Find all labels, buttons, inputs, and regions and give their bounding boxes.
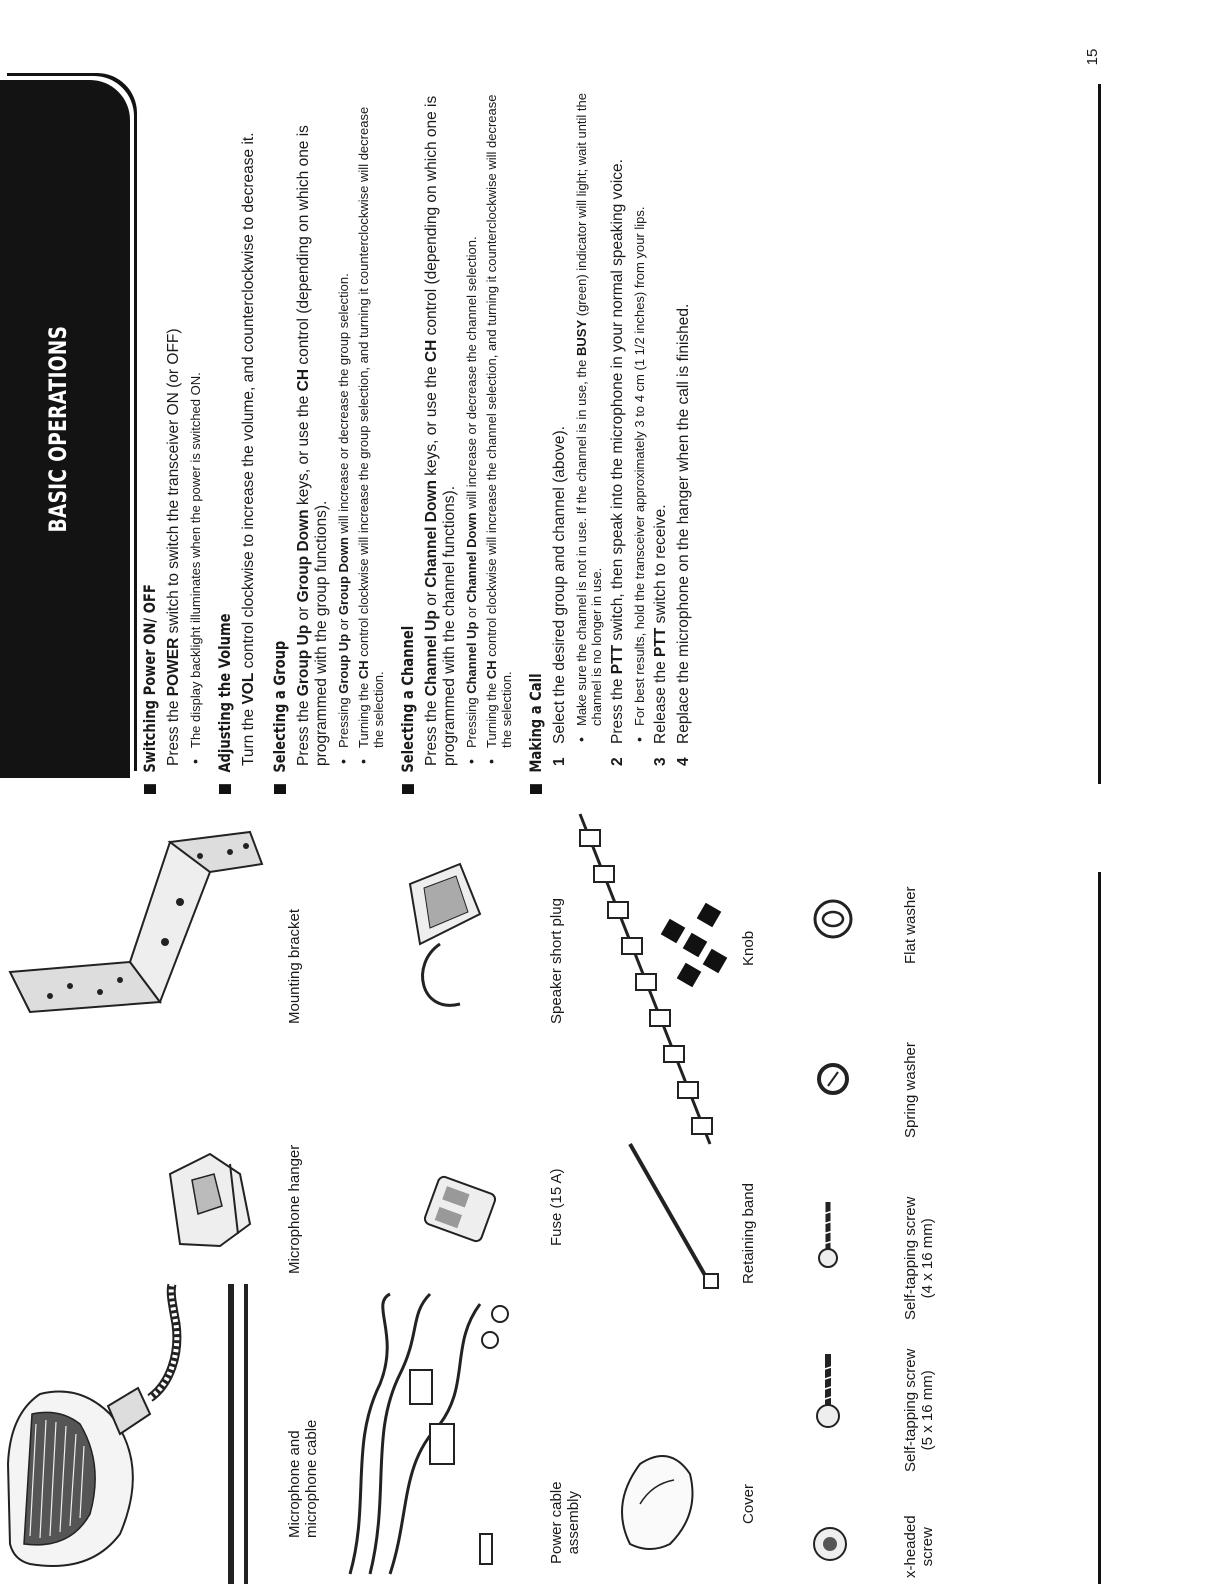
- section-volume: [215, 88, 258, 794]
- retaining-band-illustration: [620, 1134, 730, 1294]
- knob-illustration: [560, 794, 730, 1154]
- page-number: 15: [1084, 48, 1101, 66]
- section-title: BASIC OPERATIONS: [44, 325, 72, 533]
- channel-instruction: Press the Channel Up or Channel Down keys, or use the CH control (depending on which one is programmed with the channel functions).: [423, 95, 458, 766]
- fuse-illustration: [400, 1144, 520, 1254]
- heading-power: Switching Power ON/ OFF: [140, 215, 159, 794]
- heading-bullet-square: [144, 784, 156, 794]
- section-power: [140, 88, 203, 794]
- group-note-control: • Turning the CH control clockwise will increase the group selection, and turning it counterclockwise will decrease the selection.: [356, 88, 386, 766]
- section-group: [270, 88, 386, 794]
- microphone-hanger-illustration: [150, 1124, 280, 1264]
- call-step-4: 4 Replace the microphone on the hanger when the call is finished.: [675, 303, 692, 766]
- flat-washer-illustration: [806, 892, 860, 946]
- cover-illustration: [600, 1434, 710, 1564]
- operations-content: [140, 88, 705, 794]
- heading-volume: Adjusting the Volume: [215, 215, 234, 794]
- heading-bullet-square: [219, 784, 231, 794]
- part-label-power-cable: Power cable assembly: [548, 1481, 582, 1564]
- part-label-screw-5x16: Self-tapping screw (5 x 16 mm): [902, 1348, 936, 1472]
- heading-bullet-square: [274, 784, 286, 794]
- part-label-bracket: Mounting bracket: [286, 908, 303, 1024]
- self-tapping-screw-5x16-illustration: [798, 1344, 858, 1434]
- hex-screw-illustration: [800, 1514, 860, 1574]
- mounting-bracket-illustration: [0, 822, 270, 1032]
- section-channel: [398, 88, 514, 794]
- power-instruction: Press the POWER switch to switch the transceiver ON (or OFF): [165, 328, 182, 766]
- group-note-keys: • Pressing Group Up or Group Down will increase or decrease the group selection.: [336, 88, 351, 766]
- speaker-short-plug-illustration: [380, 844, 520, 1024]
- part-label-flat-washer: Flat washer: [902, 886, 919, 964]
- part-label-band: Retaining band: [740, 1183, 757, 1284]
- group-instruction: Press the Group Up or Group Down keys, or use the CH control (depending on which one is programmed with the group functions).: [295, 125, 330, 766]
- section-header-tab: [0, 80, 130, 778]
- volume-instruction: Turn the VOL control clockwise to increase the volume, and counterclockwise to decrease it.: [240, 132, 257, 766]
- part-label-microphone: Microphone and microphone cable: [286, 1419, 320, 1538]
- heading-channel: Selecting a Channel: [398, 215, 417, 794]
- call-step-2-note: • For best results, hold the transceiver approximately 3 to 4 cm (1 1/2 inches) from your lips.: [632, 88, 647, 744]
- part-label-knob: Knob: [740, 930, 757, 966]
- heading-bullet-square: [402, 784, 414, 794]
- call-step-3: 3 Release the PTT switch to receive.: [652, 504, 669, 766]
- part-label-hanger: Microphone hanger: [286, 1144, 303, 1274]
- call-step-1-note: • Make sure the channel is not in use. If the channel is in use, the BUSY (green) indicator will light; wait until the channel is no longer in use.: [574, 88, 604, 744]
- part-label-hex-screw: x-headed screw: [902, 1515, 936, 1578]
- part-label-fuse: Fuse (15 A): [548, 1168, 565, 1246]
- power-cable-illustration: [330, 1284, 540, 1584]
- left-page-rule: [1098, 872, 1101, 1584]
- part-label-short-plug: Speaker short plug: [548, 898, 565, 1024]
- microphone-illustration: [0, 1284, 270, 1584]
- call-step-1: 1 Select the desired group and channel (above).: [551, 426, 568, 766]
- part-label-screw-4x16: Self-tapping screw (4 x 16 mm): [902, 1196, 936, 1320]
- call-step-2: 2 Press the PTT switch, then speak into the microphone in your normal speaking voice.: [609, 159, 626, 766]
- part-label-spring-washer: Spring washer: [902, 1042, 919, 1138]
- self-tapping-screw-4x16-illustration: [798, 1194, 858, 1274]
- power-note: • The display backlight illuminates when the power is switched ON.: [188, 88, 203, 766]
- heading-bullet-square: [530, 784, 542, 794]
- heading-call: Making a Call: [526, 215, 545, 794]
- right-page-rule: [1098, 84, 1101, 784]
- section-call: [526, 88, 693, 794]
- channel-note-control: • Turning the CH control clockwise will increase the channel selection, and turning it counterclockwise will decrease the selection.: [484, 88, 514, 766]
- channel-note-keys: • Pressing Channel Up or Channel Down will increase or decrease the channel selection.: [464, 88, 479, 766]
- part-label-cover: Cover: [740, 1483, 757, 1524]
- heading-group: Selecting a Group: [270, 215, 289, 794]
- spring-washer-illustration: [808, 1054, 858, 1104]
